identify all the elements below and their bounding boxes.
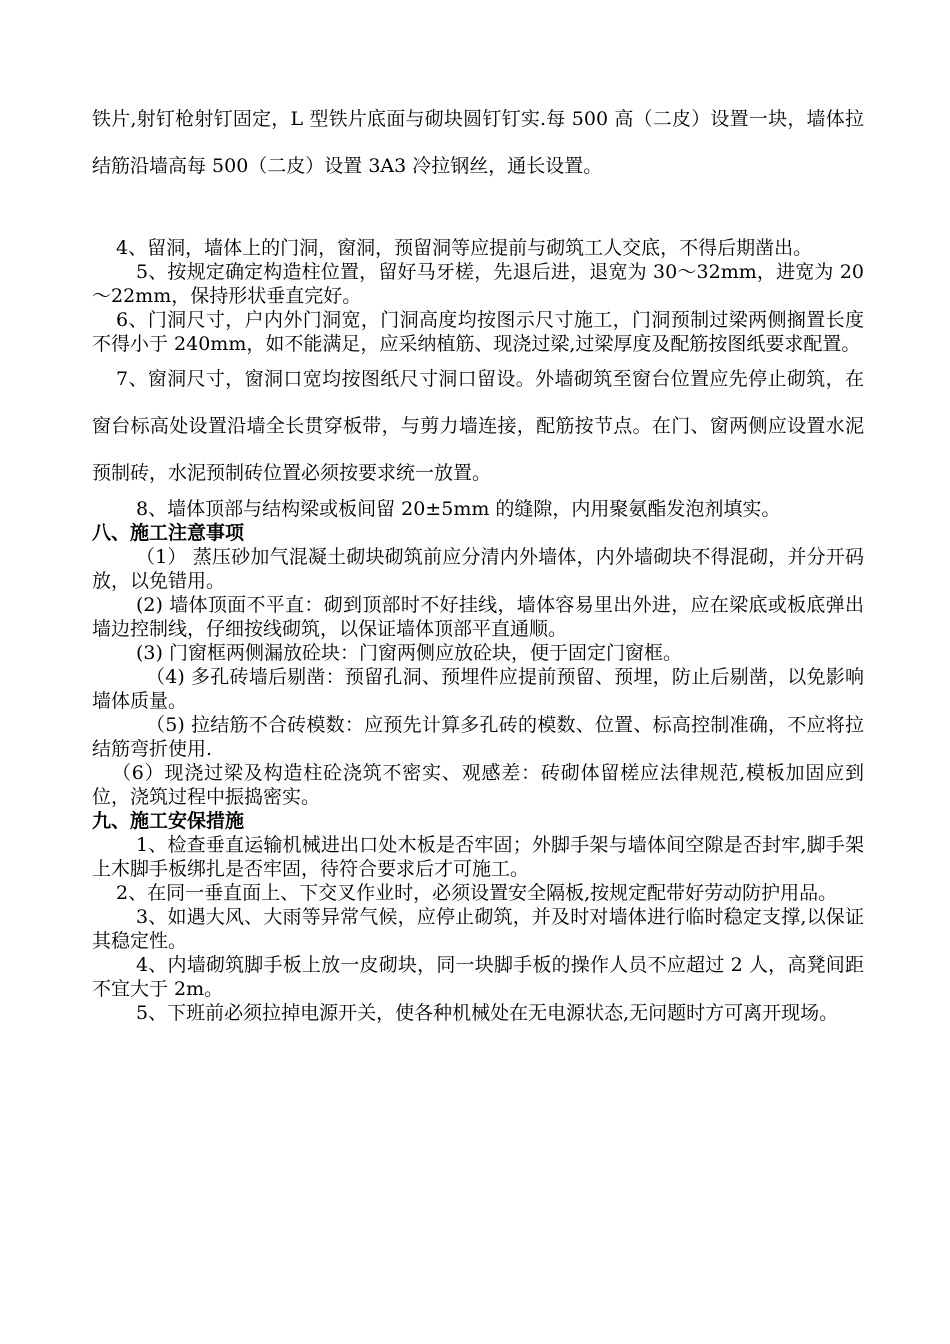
paragraph-gap xyxy=(92,209,864,217)
document-body xyxy=(92,96,864,1025)
body-paragraph: 1、检查垂直运输机械进出口处木板是否牢固；外脚手架与墙体间空隙是否封牢,脚手架上木脚手板绑扎是否牢固，待符合要求后才可施工。 xyxy=(92,834,864,880)
body-paragraph: (2) 墙体顶面不平直：砌到顶部时不好挂线，墙体容易里出外进，应在梁底或板底弹出墙边控制线，仔细按线砌筑，以保证墙体顶部平直通顺。 xyxy=(92,594,864,640)
body-paragraph: 2、在同一垂直面上、下交叉作业时，必须设置安全隔板,按规定配带好劳动防护用品。 xyxy=(116,882,838,904)
body-paragraph: 5、下班前必须拉掉电源开关，使各种机械处在无电源状态,无问题时方可离开现场。 xyxy=(136,1002,839,1024)
body-paragraph: （1） 蒸压砂加气混凝土砌块砌筑前应分清内外墙体，内外墙砌块不得混砌，并分开码放，以免错用。 xyxy=(92,546,864,592)
body-paragraph: 4、留洞，墙体上的门洞，窗洞，预留洞等应提前与砌筑工人交底，不得后期凿出。 xyxy=(116,237,813,259)
body-paragraph: 3、如遇大风、大雨等异常气候，应停止砌筑，并及时对墙体进行临时稳定支撑,以保证其稳定性。 xyxy=(92,906,864,952)
body-paragraph: （6）现浇过梁及构造柱砼浇筑不密实、观感差：砖砌体留槎应法律规范,模板加固应到位，浇筑过程中振捣密实。 xyxy=(92,762,864,808)
section-heading: 八、施工注意事项 xyxy=(92,522,245,544)
body-paragraph: 4、内墙砌筑脚手板上放一皮砌块，同一块脚手板的操作人员不应超过 2 人，高凳间距不宜大于 2m。 xyxy=(92,954,864,1000)
body-paragraph: 7、窗洞尺寸，窗洞口宽均按图纸尺寸洞口留设。外墙砌筑至窗台位置应先停止砌筑，在窗台标高处设置沿墙全长贯穿板带，与剪力墙连接，配筋按节点。在门、窗两侧应设置水泥预制砖，水泥预制砖位置必须按要求统一放置。 xyxy=(92,368,864,484)
body-paragraph: 铁片,射钉枪射钉固定，L 型铁片底面与砌块圆钉钉实.每 500 高（二皮）设置一块，墙体拉结筋沿墙高每 500（二皮）设置 3A3 冷拉钢丝，通长设置。 xyxy=(92,108,864,177)
body-paragraph: 8、墙体顶部与结构梁或板间留 20±5mm 的缝隙，内用聚氨酯发泡剂填实。 xyxy=(136,498,781,520)
body-paragraph: 6、门洞尺寸，户内外门洞宽，门洞高度均按图示尺寸施工，门洞预制过梁两侧搁置长度不得小于 240mm，如不能满足，应采纳植筋、现浇过梁,过梁厚度及配筋按图纸要求配置。 xyxy=(92,309,864,355)
section-heading: 九、施工安保措施 xyxy=(92,810,245,832)
body-paragraph: （5) 拉结筋不合砖模数：应预先计算多孔砖的模数、位置、标高控制准确，不应将拉结筋弯折使用. xyxy=(92,714,864,760)
body-paragraph: （4) 多孔砖墙后剔凿：预留孔洞、预埋件应提前预留、预埋，防止后剔凿，以免影响墙体质量。 xyxy=(92,666,864,712)
body-paragraph: (3) 门窗框两侧漏放砼块：门窗两侧应放砼块，便于固定门窗框。 xyxy=(136,642,682,664)
body-paragraph: 5、按规定确定构造柱位置，留好马牙槎，先退后进，退宽为 30～32mm，进宽为 20～22mm，保持形状垂直完好。 xyxy=(92,261,864,307)
